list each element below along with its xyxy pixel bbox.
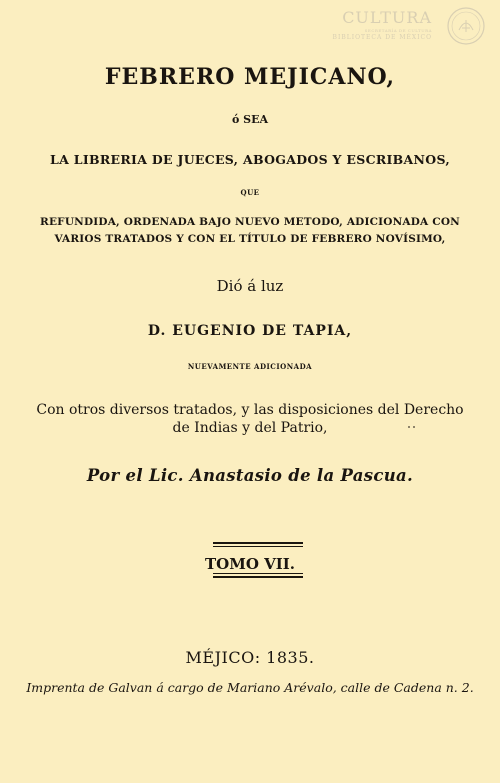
watermark-subtitle: BIBLIOTECA DE MÉXICO [332,34,432,41]
description-line-2: VARIOS TRATADOS Y CON EL TÍTULO DE FEBRERO NOVÍSIMO, [54,233,446,245]
dio-a-luz: Dió á luz [216,277,284,295]
library-watermark [332,6,492,46]
author-name: D. EUGENIO DE TAPIA, [147,323,353,339]
volume-label: TOMO VII. [204,555,295,573]
editor-name: Por el Lic. Anastasio de la Pascua. [86,466,414,485]
description-line-1: REFUNDIDA, ORDENADA BAJO NUEVO METODO, ADICIONADA CON [40,216,460,228]
subtitle-libreria: LA LIBRERIA DE JUECES, ABOGADOS Y ESCRIBANOS, [50,152,450,167]
paper-speck [408,426,410,428]
subtitle-o-sea: ó SEA [231,113,269,126]
watermark-title: CULTURA [342,8,432,27]
subtitle-que: QUE [240,188,260,197]
additions-line-1: Con otros diversos tratados, y las disposiciones del Derecho [36,402,464,418]
nuevamente-adicionada: NUEVAMENTE ADICIONADA [187,362,313,371]
book-title: FEBRERO MEJICANO, [104,64,396,90]
rule-thin [213,573,303,574]
place-year: MÉJICO: 1835. [185,648,315,667]
rule-thin [213,546,303,547]
rule-bottom [213,573,303,578]
rule-thick [213,542,303,544]
rule-thick [213,576,303,578]
seal-icon [446,6,486,46]
watermark-subtitle-small: SECRETARÍA DE CULTURA [364,28,432,33]
paper-speck [413,426,415,428]
additions-line-2: de Indias y del Patrio, [172,420,328,436]
rule-top [213,542,303,547]
printer-line: Imprenta de Galvan á cargo de Mariano Arévalo, calle de Cadena n. 2. [26,680,474,695]
